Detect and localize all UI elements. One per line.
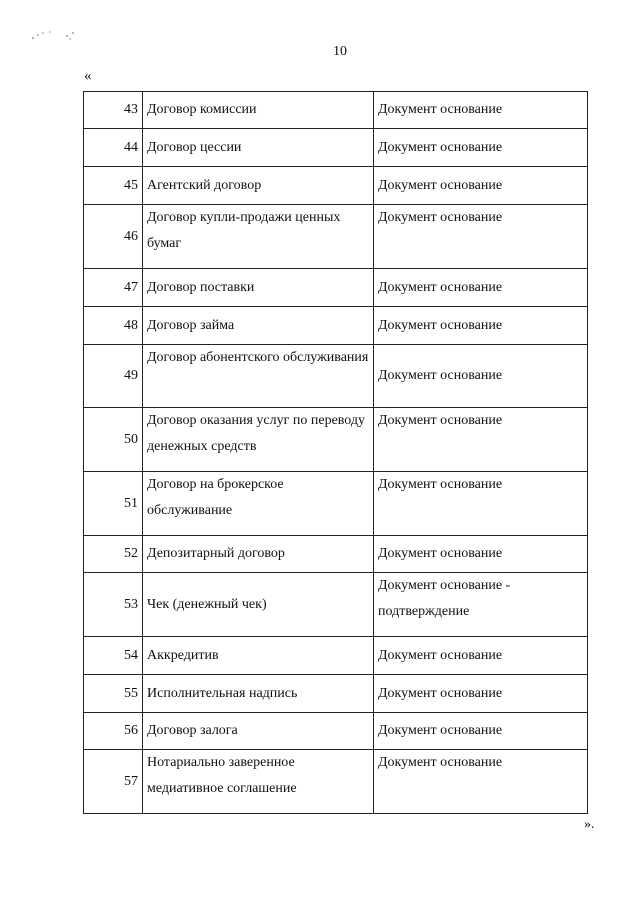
row-number: 49 [84,345,143,408]
documents-table [83,91,588,814]
document-name: Договор комиссии [143,92,374,129]
opening-quote: « [84,68,92,84]
table-row [84,637,588,675]
document-name: Договор купли-продажи ценных бумаг [143,205,374,269]
row-number: 45 [84,167,143,205]
table-row [84,472,588,536]
row-number: 48 [84,307,143,345]
document-name: Агентский договор [143,167,374,205]
table-row [84,536,588,573]
document-basis: Документ основание [374,536,588,573]
table-row [84,307,588,345]
document-basis: Документ основание [374,307,588,345]
table-row [84,129,588,167]
row-number: 52 [84,536,143,573]
document-name: Договор цессии [143,129,374,167]
table-row [84,92,588,129]
document-name: Договор абонентского обслуживания [143,345,374,408]
document-basis: Документ основание [374,750,588,814]
page-number: 10 [333,44,347,59]
document-basis: Документ основание [374,269,588,307]
row-number: 53 [84,573,143,637]
document-basis: Документ основание [374,167,588,205]
document-basis: Документ основание [374,637,588,675]
table-row [84,713,588,750]
row-number: 46 [84,205,143,269]
document-name: Депозитарный договор [143,536,374,573]
table-row [84,167,588,205]
row-number: 55 [84,675,143,713]
row-number: 51 [84,472,143,536]
document-basis: Документ основание [374,472,588,536]
document-name: Аккредитив [143,637,374,675]
document-name: Договор залога [143,713,374,750]
row-number: 54 [84,637,143,675]
row-number: 57 [84,750,143,814]
row-number: 47 [84,269,143,307]
document-basis: Документ основание - подтверждение [374,573,588,637]
document-name: Договор оказания услуг по переводу денежных средств [143,408,374,472]
row-number: 56 [84,713,143,750]
document-name: Нотариально заверенное медиативное соглашение [143,750,374,814]
table-row [84,345,588,408]
document-name: Чек (денежный чек) [143,573,374,637]
row-number: 43 [84,92,143,129]
table-row [84,750,588,814]
document-basis: Документ основание [374,92,588,129]
document-basis: Документ основание [374,408,588,472]
document-name: Договор поставки [143,269,374,307]
document-basis: Документ основание [374,713,588,750]
closing-quote: ». [584,817,595,832]
document-basis: Документ основание [374,345,588,408]
row-number: 44 [84,129,143,167]
table-row [84,269,588,307]
table-row [84,573,588,637]
table-row [84,675,588,713]
row-number: 50 [84,408,143,472]
document-basis: Документ основание [374,205,588,269]
table-row [84,408,588,472]
document-basis: Документ основание [374,675,588,713]
document-name: Исполнительная надпись [143,675,374,713]
document-name: Договор займа [143,307,374,345]
document-name: Договор на брокерское обслуживание [143,472,374,536]
document-basis: Документ основание [374,129,588,167]
table-row [84,205,588,269]
